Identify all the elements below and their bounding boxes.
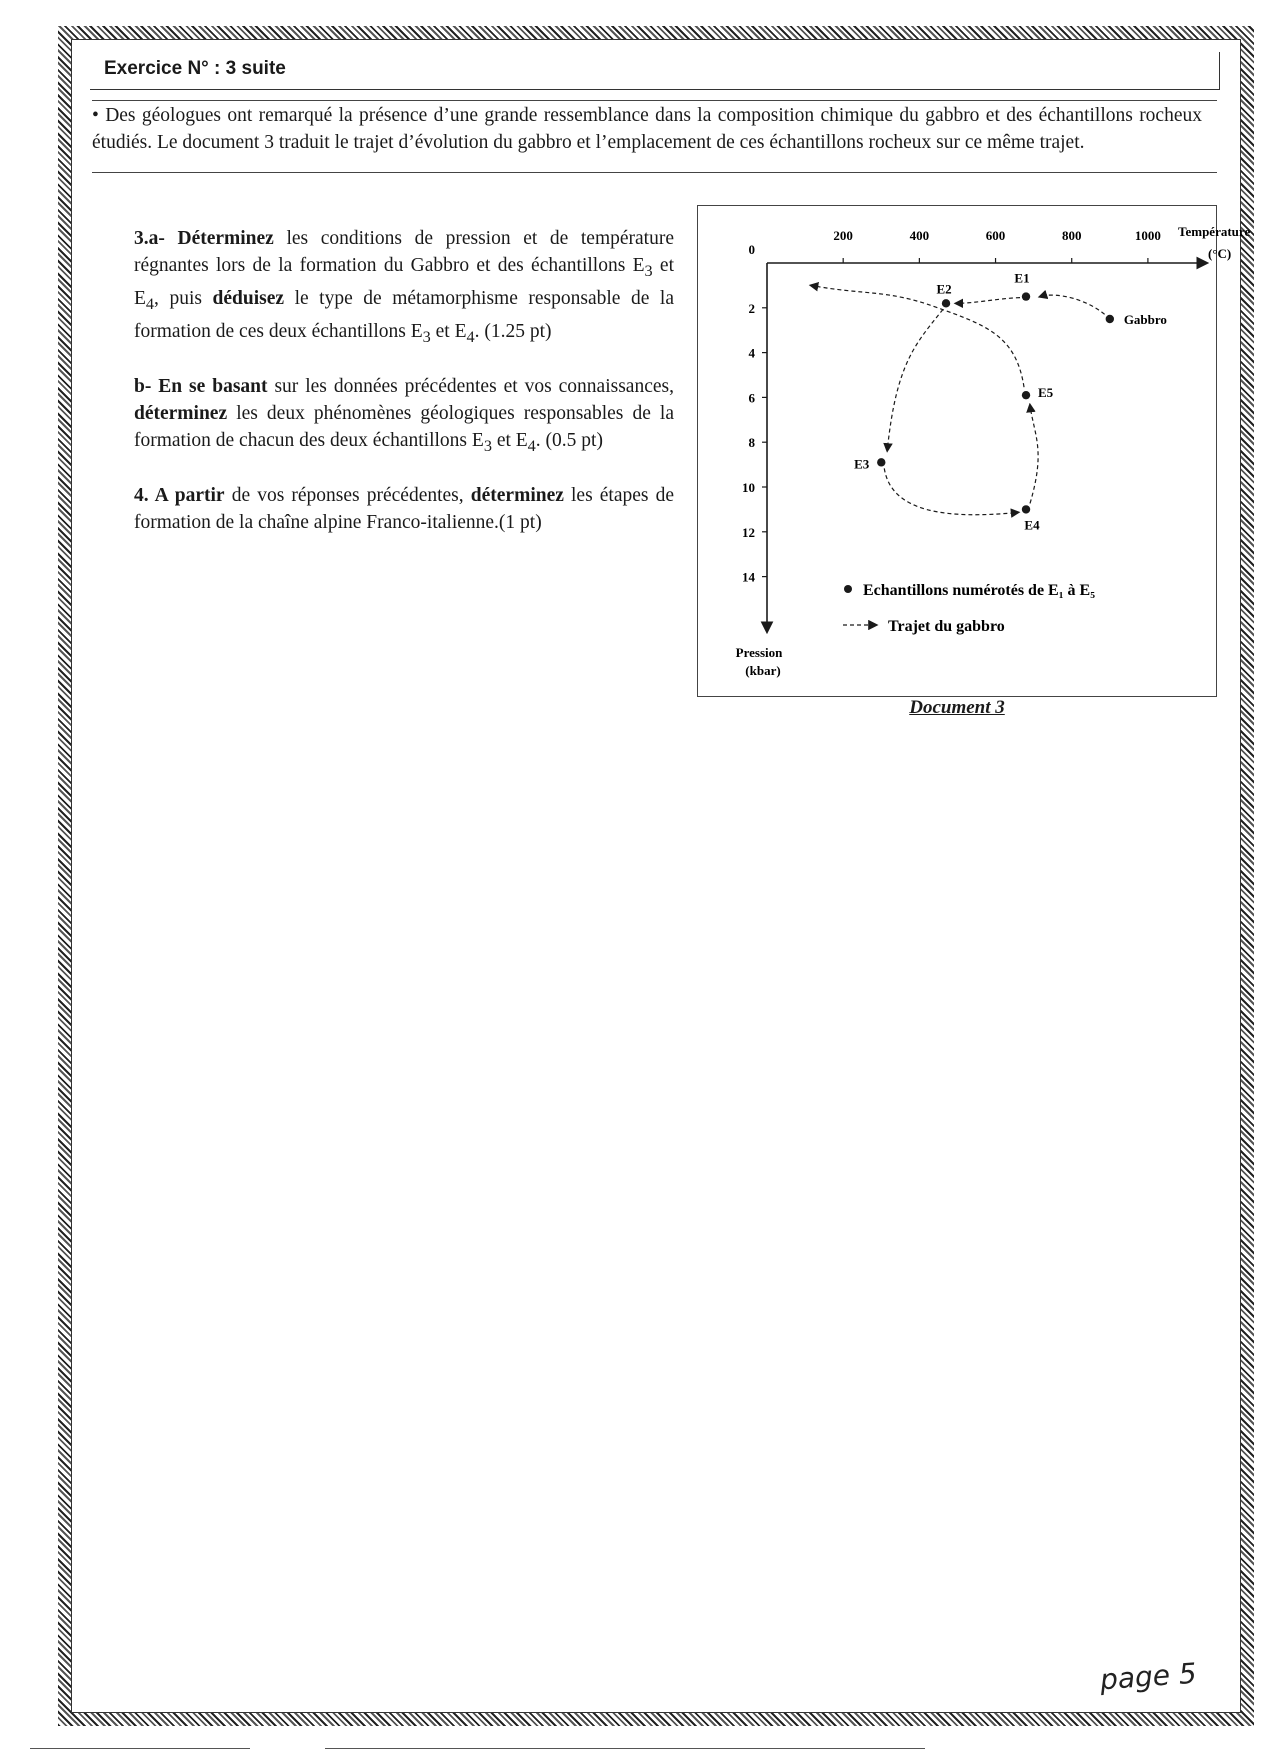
y-tick-label: 12 bbox=[742, 524, 755, 540]
divider bbox=[92, 172, 1217, 173]
keyword: Déterminez bbox=[177, 228, 274, 249]
questions bbox=[134, 225, 674, 558]
keyword: déterminez bbox=[134, 402, 228, 424]
question-text: . (0.5 pt) bbox=[535, 429, 603, 451]
data-point-label: Gabbro bbox=[1123, 312, 1167, 327]
y-tick-label: 4 bbox=[748, 345, 755, 361]
question-text: sur les données précédentes et vos connaissances, bbox=[267, 375, 674, 397]
y-tick-label: 8 bbox=[748, 435, 755, 451]
data-point-label: E5 bbox=[1038, 385, 1054, 401]
y-tick-label: 6 bbox=[748, 390, 755, 406]
question-text: les conditions de pression et de température régnantes lors de la formation du Gabbro et des échantillons E bbox=[134, 228, 674, 276]
y-axis-label: Pression bbox=[735, 645, 783, 660]
question-text: les deux phénomènes géologiques responsables de la formation de chacun des deux échantillons E bbox=[134, 402, 674, 451]
data-point bbox=[942, 299, 950, 307]
divider bbox=[92, 100, 1217, 101]
y-tick-label: 14 bbox=[742, 569, 755, 585]
exercise-header bbox=[90, 52, 1220, 90]
subscript: 4 bbox=[466, 327, 475, 346]
question-number: 3.a- bbox=[134, 228, 178, 249]
question-text: . (1.25 pt) bbox=[474, 320, 552, 342]
x-axis-unit: (°C) bbox=[1208, 246, 1232, 261]
legend-dot-icon bbox=[844, 585, 852, 593]
subscript: 4 bbox=[527, 436, 536, 455]
gabbro-path-segment bbox=[956, 298, 1020, 304]
data-point-label: E1 bbox=[1014, 270, 1030, 286]
document-caption: Document 3 bbox=[909, 697, 1005, 718]
x-tick-label: 1000 bbox=[1134, 228, 1161, 243]
question-4 bbox=[134, 482, 674, 536]
legend-samples: Echantillons numérotés de E₁ à E₅ bbox=[863, 582, 1095, 599]
x-axis-label: Température bbox=[1178, 224, 1251, 239]
subscript: 3 bbox=[483, 436, 492, 455]
question-text: le type de métamorphisme responsable de la formation de ces deux échantillons E bbox=[134, 287, 675, 342]
x-tick-label: 200 bbox=[833, 228, 853, 243]
data-point bbox=[877, 458, 885, 466]
footer-line bbox=[325, 1748, 925, 1749]
data-point bbox=[1106, 315, 1114, 323]
subscript: 3 bbox=[422, 327, 431, 346]
y-tick-label: 0 bbox=[748, 242, 755, 257]
data-point bbox=[1022, 391, 1030, 399]
x-tick-label: 600 bbox=[985, 228, 1006, 243]
y-tick-label: 10 bbox=[742, 480, 755, 495]
document-3-chart bbox=[697, 205, 1251, 697]
subscript: 4 bbox=[145, 294, 155, 313]
data-point-label: E4 bbox=[1024, 517, 1040, 533]
x-tick-label: 400 bbox=[909, 228, 930, 243]
keyword: déduisez bbox=[212, 287, 285, 309]
gabbro-path-segment bbox=[884, 468, 1018, 514]
pt-chart-svg bbox=[698, 206, 1251, 698]
subscript: 3 bbox=[644, 261, 653, 280]
y-axis-unit: (kbar) bbox=[745, 663, 781, 678]
gabbro-path-segment bbox=[1030, 405, 1038, 503]
keyword: b- En se basant bbox=[134, 375, 268, 397]
legend-path: Trajet du gabbro bbox=[888, 618, 1005, 635]
question-text: de vos réponses précédentes, bbox=[224, 484, 471, 506]
gabbro-path-segment bbox=[887, 309, 943, 450]
keyword: 4. A partir bbox=[134, 484, 225, 506]
gabbro-path-segment bbox=[1040, 295, 1110, 319]
keyword: déterminez bbox=[470, 484, 564, 506]
x-tick-label: 800 bbox=[1061, 228, 1082, 243]
intro-paragraph: • Des géologues ont remarqué la présence d’une grande ressemblance dans la composition chimique du gabbro et des échantillons rocheux étudiés. Le document 3 traduit le trajet d’évolution du gabbro et l’emplacement de ces échantillons rocheux sur ce même trajet. bbox=[92, 105, 1202, 153]
question-3a bbox=[134, 225, 674, 351]
page-number: page 5 bbox=[1098, 1656, 1198, 1697]
question-text: et E bbox=[491, 429, 528, 451]
data-point-label: E3 bbox=[854, 456, 870, 472]
question-text: les étapes de formation de la chaîne alpine Franco-italienne.(1 pt) bbox=[134, 484, 675, 533]
footer-line bbox=[30, 1748, 250, 1749]
data-point bbox=[1022, 505, 1030, 513]
data-point-label: E2 bbox=[936, 281, 952, 297]
question-text: et E bbox=[134, 255, 674, 309]
exercise-title: Exercice N° : 3 suite bbox=[104, 58, 286, 79]
y-tick-label: 2 bbox=[748, 300, 755, 316]
data-point bbox=[1022, 292, 1030, 300]
question-text: et E bbox=[430, 320, 467, 342]
question-3b bbox=[134, 373, 674, 460]
question-text: , puis bbox=[154, 287, 213, 309]
